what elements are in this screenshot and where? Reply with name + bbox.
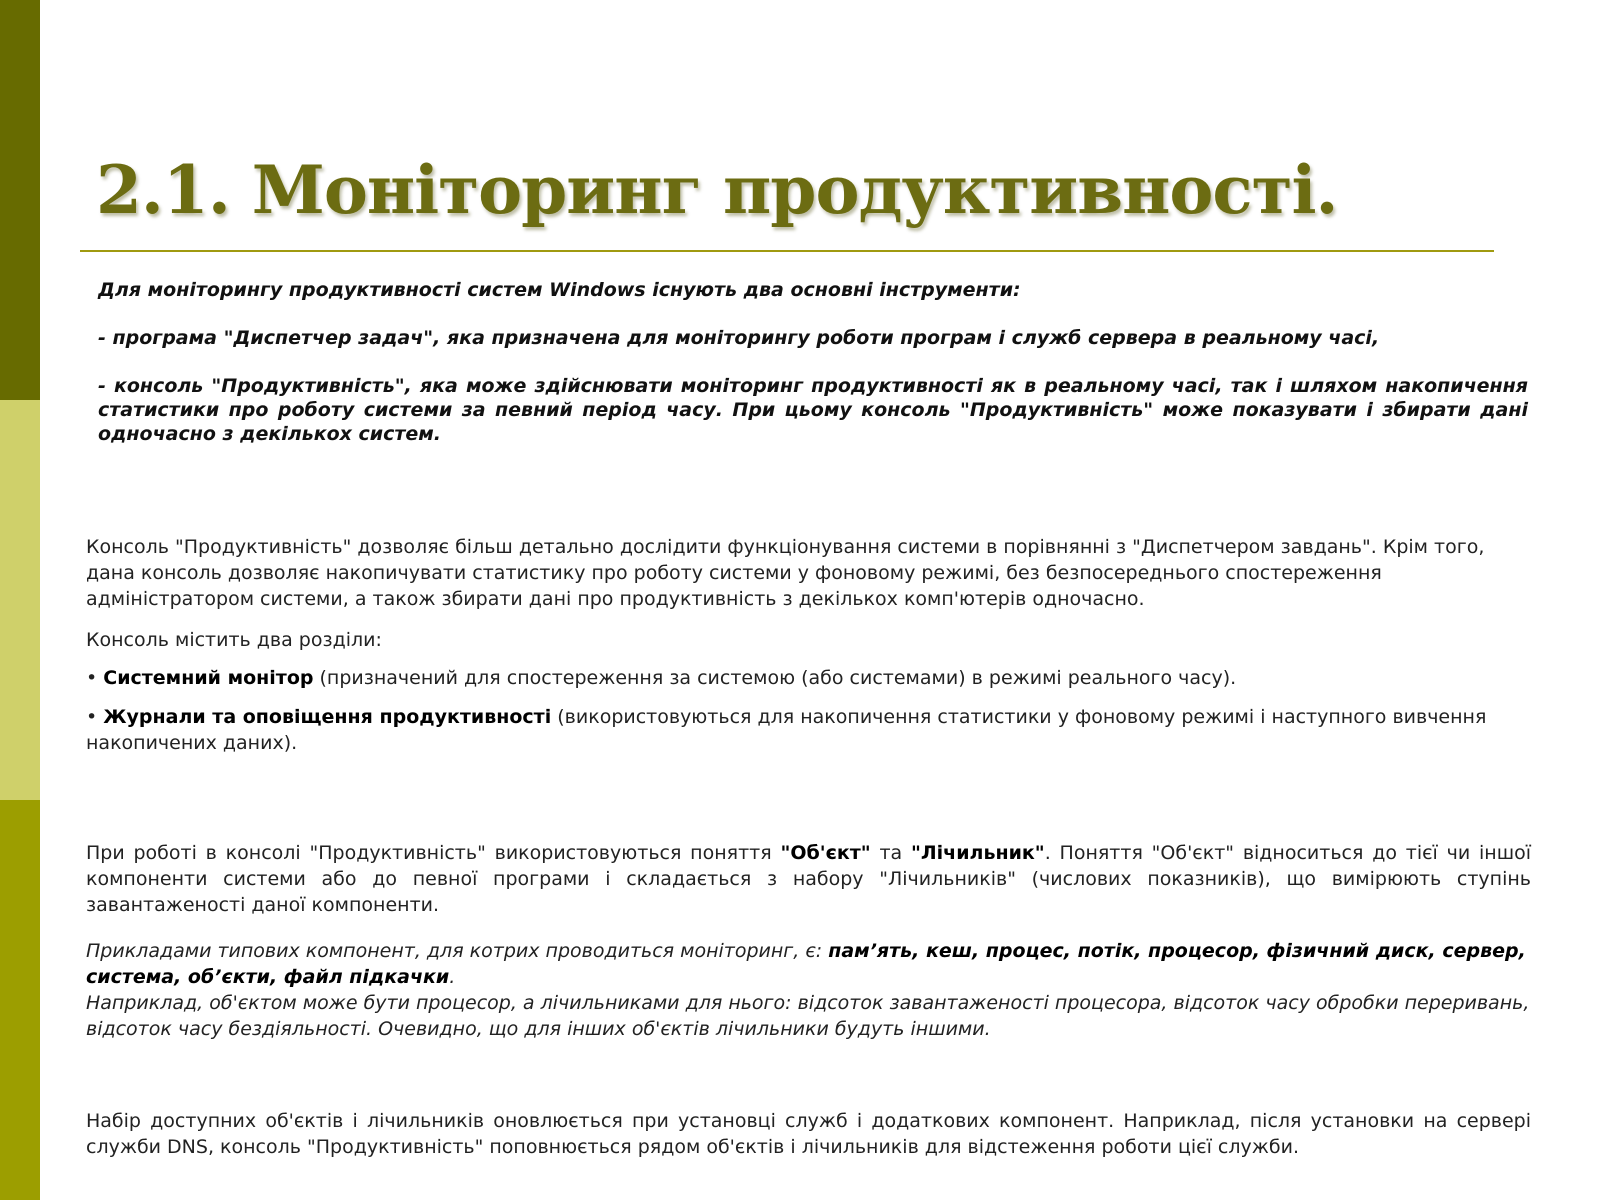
section-objects-update bbox=[86, 1108, 1531, 1160]
component-list: пам’ять, кеш, процес, потік, процесор, фізичний диск, сервер, система, об’єкти, файл підкачки bbox=[86, 940, 1526, 988]
slide-title: 2.1. Моніторинг продуктивності. bbox=[96, 151, 1338, 229]
console-description: Консоль "Продуктивність" дозволяє більш детально дослідити функціонування системи в порівнянні з "Диспетчером завдань". Крім того, дана консоль дозволяє накопичувати статистику про роботу системи у фоновому режимі, без безпосереднього спостереження адміністратором системи, а також збирати дані про продуктивність з декількох комп'ютерів одночасно. bbox=[86, 536, 1485, 610]
processor-example: Наприклад, об'єктом може бути процесор, а лічильниками для нього: відсоток завантаженості процесора, відсоток часу обробки переривань, відсоток часу бездіяльності. Очевидно, що для інших об'єктів лічильники будуть іншими. bbox=[86, 992, 1530, 1040]
section-console-overview bbox=[86, 534, 1531, 756]
term-logs-alerts: Журнали та оповіщення продуктивності bbox=[103, 706, 552, 728]
term-counter: "Лічильник" bbox=[910, 842, 1045, 864]
decorative-bar-bottom bbox=[0, 800, 40, 1200]
logs-alerts-description: (використовуються для накопичення статистики у фоновому режимі і наступного вивчення накопичених даних). bbox=[86, 706, 1487, 754]
list-item-logs-alerts bbox=[86, 704, 1531, 756]
text-run: Прикладами типових компонент, для котрих проводиться моніторинг, є: bbox=[86, 940, 829, 962]
list-item-system-monitor bbox=[86, 665, 1531, 691]
text-run: . Поняття "Об'єкт" відноситься до тієї чи іншої компоненти системи або до певної програми і складається з набору "Лічильників" (числових показників), що вимірюють ступінь завантаженості даної компоненти. bbox=[86, 842, 1531, 916]
objects-counters-paragraph bbox=[86, 840, 1531, 918]
title-divider bbox=[80, 250, 1494, 252]
decorative-bar-top bbox=[0, 0, 40, 400]
term-system-monitor: Системний монітор bbox=[103, 667, 314, 689]
objects-update-paragraph: Набір доступних об'єктів і лічильників оновлюється при установці служб і додаткових компонент. Наприклад, після установки на сервері служби DNS, консоль "Продуктивність" поповнюється рядом об'єктів і лічильників для відстеження роботи цієї служби. bbox=[86, 1110, 1531, 1158]
decorative-bar-middle bbox=[0, 400, 40, 800]
text-run: . bbox=[449, 966, 456, 988]
intro-item-performance-console: - консоль "Продуктивність", яка може здійснювати моніторинг продуктивності як в реальному часі, так і шляхом накопичення статистики про роботу системи за певний період часу. При цьому консоль "Продуктивність" може показувати і збирати дані одночасно з декількох систем. bbox=[98, 375, 1528, 445]
section-objects-counters bbox=[86, 840, 1531, 1042]
intro-block bbox=[98, 278, 1528, 446]
intro-item-task-manager: - програма "Диспетчер задач", яка призначена для моніторингу роботи програм і служб сервера в реальному часі, bbox=[98, 327, 1380, 349]
bullet-icon: • bbox=[86, 667, 98, 689]
system-monitor-description: (призначений для спостереження за системою (або системами) в режимі реального часу). bbox=[313, 667, 1237, 689]
term-object: "Об'єкт" bbox=[780, 842, 871, 864]
console-sections-heading: Консоль містить два розділи: bbox=[86, 629, 382, 651]
bullet-icon: • bbox=[86, 706, 98, 728]
text-run: При роботі в консолі "Продуктивність" використовуються поняття bbox=[86, 842, 781, 864]
text-run: та bbox=[870, 842, 911, 864]
intro-lead: Для моніторингу продуктивності систем Windows існують два основні інструменти: bbox=[98, 279, 1021, 301]
component-examples-paragraph bbox=[86, 938, 1531, 1042]
